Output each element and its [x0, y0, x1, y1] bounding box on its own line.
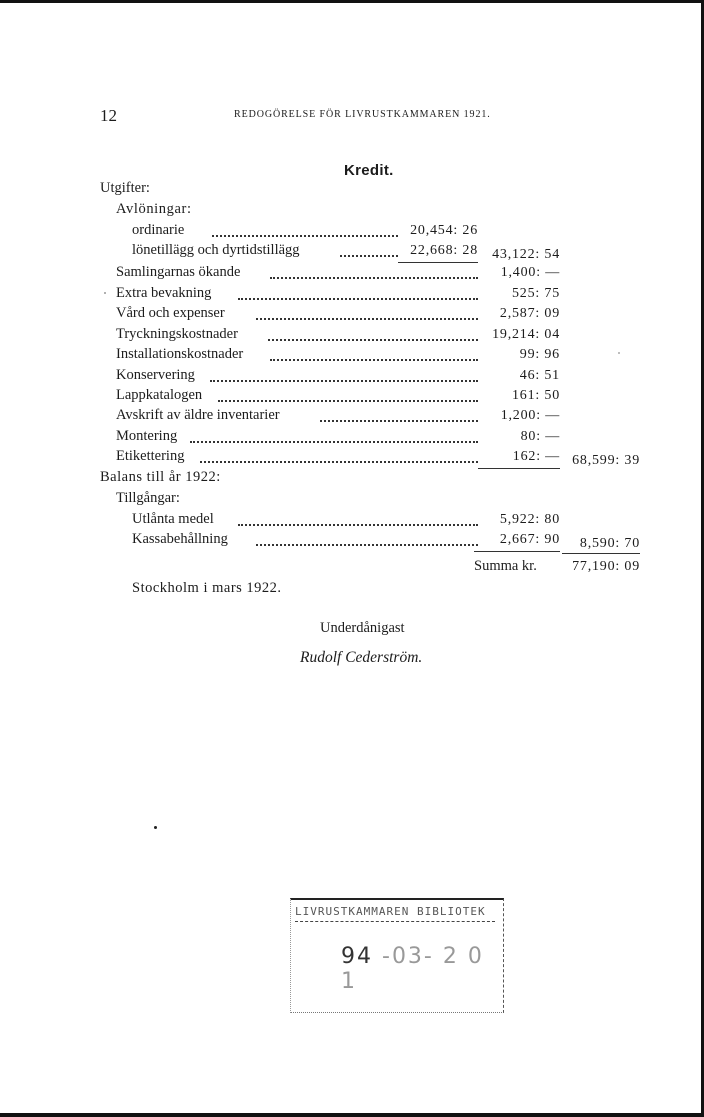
tillgangar-rule [474, 551, 560, 552]
summa-rule [562, 553, 640, 554]
row-tryckning-amount: 19,214: 04 [492, 327, 560, 342]
row-konservering-leader [210, 378, 478, 382]
row-lonetillagg-label: lönetillägg och dyrtidstillägg [132, 242, 300, 258]
row-utlanta-label: Utlånta medel [132, 511, 214, 527]
running-head: REDOGÖRELSE FÖR LIVRUSTKAMMAREN 1921. [234, 109, 491, 120]
stamp-date-faint: -03- 2 0 1 [341, 944, 484, 994]
row-installation-label: Installationskostnader [116, 346, 244, 362]
stamp-header: LIVRUSTKAMMAREN BIBLIOTEK [295, 905, 495, 922]
speck [618, 352, 620, 354]
closing-text: Underdånigast [320, 620, 405, 636]
row-tryckning-label: Tryckningskostnader [116, 326, 238, 342]
row-vard-amount: 2,587: 09 [499, 306, 560, 321]
row-tryckning-leader [268, 337, 478, 341]
row-utlanta-leader [238, 522, 478, 526]
speck [104, 292, 106, 294]
section-heading: Kredit. [344, 162, 394, 179]
row-vard-label: Vård och expenser [116, 305, 225, 321]
scan-edge-top [0, 0, 704, 3]
row-avskrift-label: Avskrift av äldre inventarier [116, 407, 280, 423]
row-utlanta-amount: 5,922: 80 [499, 512, 560, 527]
section-balans: Balans till år 1922: [100, 469, 221, 485]
row-etikettering-label: Etikettering [116, 448, 185, 464]
row-lappkatalogen-label: Lappkatalogen [116, 387, 203, 403]
place-date: Stockholm i mars 1922. [132, 580, 282, 596]
row-konservering-label: Konservering [116, 367, 195, 383]
row-kassa-amount: 2,667: 90 [499, 532, 560, 547]
row-etikettering-amount: 162: — [512, 449, 560, 464]
row-lonetillagg-amount: 22,668: 28 [410, 243, 478, 258]
stamp-date-visible: 94 [341, 944, 373, 969]
row-ordinarie-leader [212, 233, 398, 237]
row-avskrift-leader [320, 418, 478, 422]
row-samlingarnas-amount: 1,400: — [500, 265, 560, 280]
row-ordinarie-amount: 20,454: 26 [410, 223, 478, 238]
row-extra-leader [238, 296, 478, 300]
row-lappkatalogen-amount: 161: 50 [512, 388, 560, 403]
row-installation-leader [270, 357, 478, 361]
row-extra-amount: 525: 75 [512, 286, 560, 301]
row-ordinarie-label: ordinarie [132, 222, 185, 238]
row-montering-amount: 80: — [520, 429, 560, 444]
row-samlingarnas-label: Samlingarnas ökande [116, 264, 241, 280]
total-rule [478, 468, 560, 469]
row-montering-leader [190, 439, 478, 443]
summa-total: 77,190: 09 [572, 559, 640, 574]
row-installation-amount: 99: 96 [519, 347, 560, 362]
row-lonetillagg-leader [340, 253, 398, 257]
row-kassa-label: Kassabehållning [132, 531, 228, 547]
summa-label: Summa kr. [474, 558, 537, 574]
subtotal-rule [398, 262, 478, 263]
row-lappkatalogen-leader [218, 398, 478, 402]
page-number: 12 [100, 106, 117, 125]
row-samlingarnas-leader [270, 275, 478, 279]
library-stamp [290, 898, 504, 1013]
signature: Rudolf Cederström. [300, 649, 423, 666]
scan-edge-bottom [0, 1113, 704, 1117]
row-lonetillagg-subtotal: 43,122: 54 [492, 247, 560, 262]
row-kassa-total: 8,590: 70 [579, 536, 640, 551]
speck [154, 826, 157, 829]
section-avloningar: Avlöningar: [116, 201, 192, 217]
row-vard-leader [256, 316, 478, 320]
row-avskrift-amount: 1,200: — [500, 408, 560, 423]
section-utgifter: Utgifter: [100, 180, 150, 196]
row-extra-label: Extra bevakning [116, 285, 212, 301]
row-etikettering-leader [200, 459, 478, 463]
row-konservering-amount: 46: 51 [519, 368, 560, 383]
row-montering-label: Montering [116, 428, 178, 444]
section-tillgangar: Tillgångar: [116, 490, 180, 506]
row-kassa-leader [256, 542, 478, 546]
stamp-date [341, 944, 503, 994]
row-etikettering-total: 68,599: 39 [572, 453, 640, 468]
